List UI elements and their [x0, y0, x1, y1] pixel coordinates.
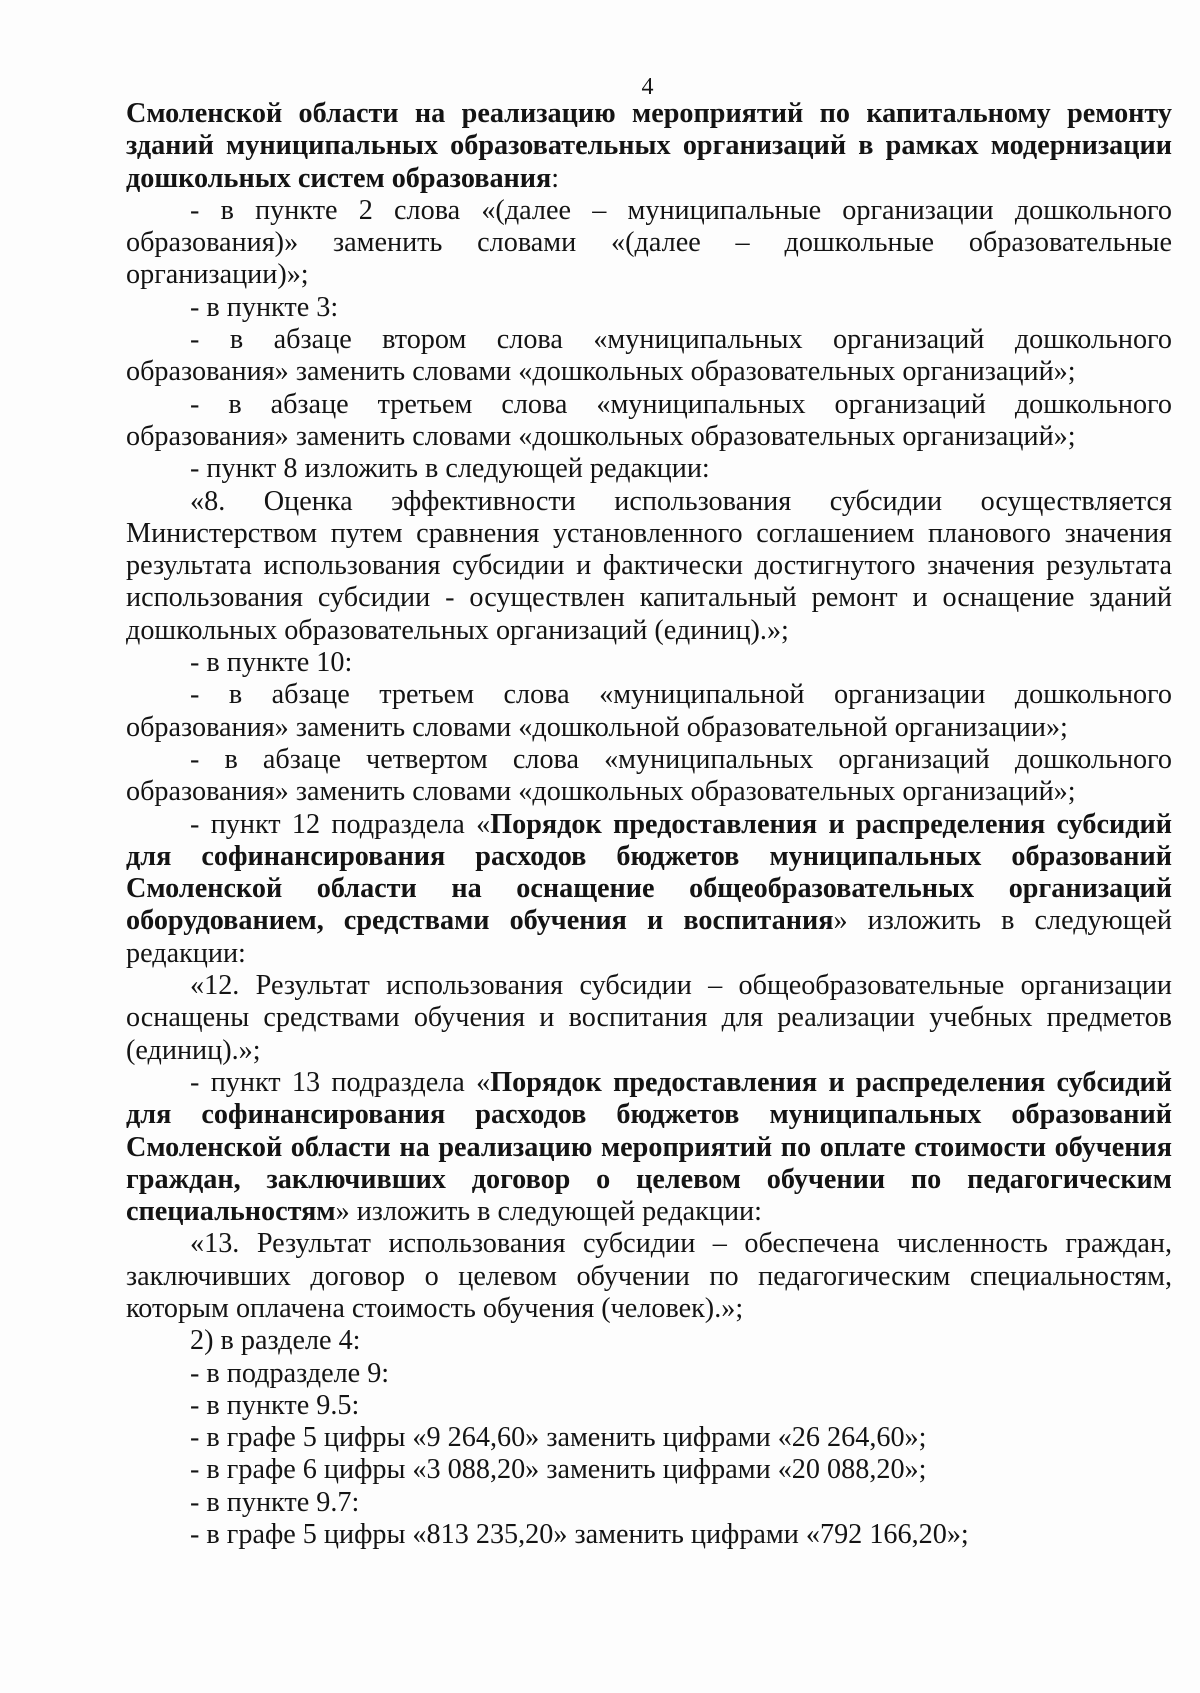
text-segment: - в пункте 10:: [190, 647, 353, 679]
paragraph: [126, 744, 1172, 809]
text-segment: - в абзаце четвертом слова «муниципальных организаций дошкольного образования» заменить словами «дошкольных образовательных организаций»;: [126, 743, 1172, 808]
paragraph: [126, 292, 1172, 324]
paragraph: [126, 486, 1172, 647]
document-body: [126, 98, 1172, 1551]
paragraph: [126, 1390, 1172, 1422]
text-segment: «12. Результат использования субсидии – общеобразовательные организации оснащены средствами обучения и воспитания для реализации учебных предметов (единиц).»;: [126, 970, 1172, 1066]
paragraph: [126, 98, 1172, 195]
paragraph: [126, 1519, 1172, 1551]
text-segment: - в графе 6 цифры «3 088,20» заменить цифрами «20 088,20»;: [190, 1454, 927, 1486]
paragraph: [126, 1325, 1172, 1357]
text-segment: - в графе 5 цифры «813 235,20» заменить цифрами «792 166,20»;: [190, 1519, 969, 1551]
text-segment: - пункт 13 подраздела «: [190, 1066, 491, 1098]
text-segment: » изложить в следующей редакции:: [335, 1196, 762, 1228]
paragraph: [126, 1454, 1172, 1486]
bold-text-segment: Порядок предоставления и распределения субсидий для софинансирования расходов бюджетов муниципальных образований Смоленской области на реализацию мероприятий по оплате стоимости обучения граждан, заключивших договор о целевом обучении по педагогическим специальностям: [126, 1066, 1172, 1228]
paragraph: [126, 679, 1172, 744]
text-segment: - в пункте 9.5:: [190, 1389, 360, 1421]
page-number: 4: [641, 74, 654, 100]
paragraph: [126, 1487, 1172, 1519]
text-segment: - в подразделе 9:: [190, 1357, 390, 1389]
paragraph: [126, 1067, 1172, 1228]
bold-text-segment: Смоленской области на реализацию мероприятий по капитальному ремонту зданий муниципальных образовательных организаций в рамках модернизации дошкольных систем образования: [126, 98, 1172, 194]
paragraph: [126, 647, 1172, 679]
text-segment: - в пункте 9.7:: [190, 1486, 360, 1518]
paragraph: [126, 1358, 1172, 1390]
paragraph: [126, 1228, 1172, 1325]
text-segment: - пункт 8 изложить в следующей редакции:: [190, 453, 710, 485]
text-segment: - в графе 5 цифры «9 264,60» заменить цифрами «26 264,60»;: [190, 1422, 927, 1454]
text-segment: » изложить в следующей редакции:: [126, 905, 1172, 969]
text-segment: - в пункте 2 слова «(далее – муниципальные организации дошкольного образования)» заменить словами «(далее – дошкольные образовательные организации)»;: [126, 194, 1172, 291]
text-segment: - в абзаце третьем слова «муниципальной организации дошкольного образования» заменить словами «дошкольной образовательной организации»;: [126, 679, 1172, 743]
paragraph: [126, 324, 1172, 389]
paragraph: [126, 453, 1172, 485]
paragraph: [126, 809, 1172, 970]
paragraph: [126, 389, 1172, 454]
bold-text-segment: Порядок предоставления и распределения субсидий для софинансирования расходов бюджетов муниципальных образований Смоленской области на оснащение общеобразовательных организаций оборудованием, средствами обучения и воспитания: [126, 808, 1172, 937]
text-segment: «8. Оценка эффективности использования субсидии осуществляется Министерством путем сравнения установленного соглашением планового значения результата использования субсидии и фактически достигнутого значения результата использования субсидии - осуществлен капитальный ремонт и оснащение зданий дошкольных образовательных организаций (единиц).»;: [126, 485, 1172, 646]
paragraph: [126, 195, 1172, 292]
paragraph: [126, 1422, 1172, 1454]
text-segment: 2) в разделе 4:: [190, 1325, 361, 1357]
text-segment: - в абзаце втором слова «муниципальных организаций дошкольного образования» заменить словами «дошкольных образовательных организаций»;: [126, 324, 1172, 388]
text-segment: - в пункте 3:: [190, 291, 339, 323]
text-segment: - пункт 12 подраздела «: [190, 808, 491, 840]
text-segment: - в абзаце третьем слова «муниципальных организаций дошкольного образования» заменить словами «дошкольных образовательных организаций»;: [126, 388, 1172, 452]
text-segment: «13. Результат использования субсидии – обеспечена численность граждан, заключивших договор о целевом обучении по педагогическим специальностям, которым оплачена стоимость обучения (человек).»;: [126, 1228, 1172, 1324]
paragraph: [126, 970, 1172, 1067]
text-segment: :: [551, 162, 560, 194]
